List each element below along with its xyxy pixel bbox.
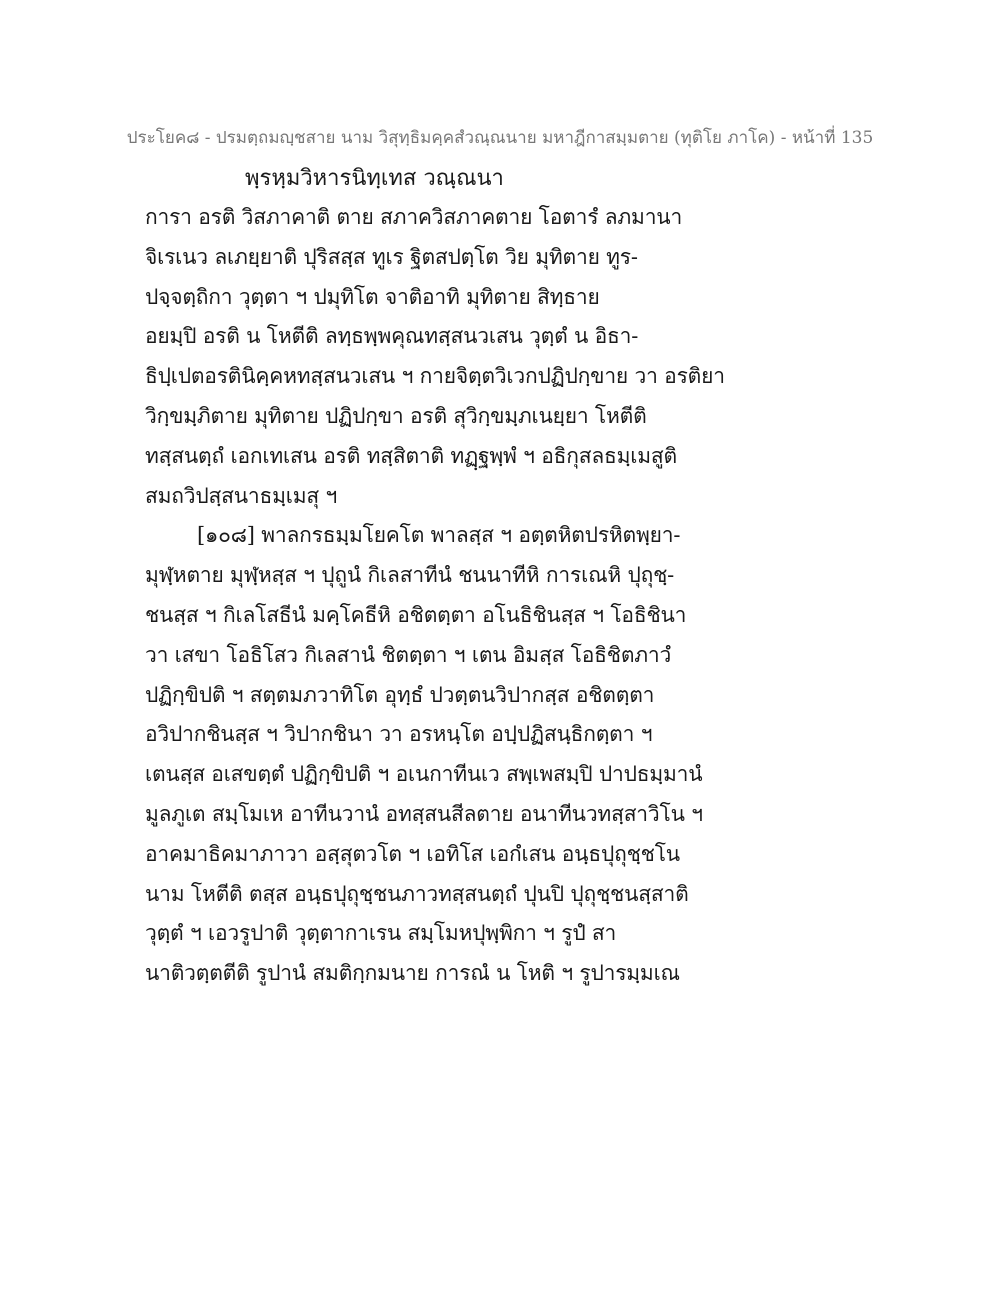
text-line: ธิปฺเปตอรตินิคฺคหทสฺสนวเสน ฯ กายจิตฺตวิเวกปฏิปกฺขาย วา อรติยา xyxy=(145,364,725,389)
text-line: ปจฺจตฺถิกา วุตฺตา ฯ ปมุทิโต จาติอาทิ มุทิตาย สิทฺธาย xyxy=(145,284,600,309)
paragraph-start-line: [๑๐๘] พาลกรธมฺมโยคโต พาลสฺส ฯ อตฺตหิตปรหิตพฺยา- xyxy=(197,523,681,548)
text-line: ปฏิกฺขิปติ ฯ สตฺตมภวาทิโต อุทฺธํ ปวตฺตนวิปากสฺส อชิตตฺตา xyxy=(145,682,655,707)
text-line: นาม โหตีติ ตสฺส อนฺธปุถุชฺชนภาวทสฺสนตฺถํ ปุนปิ ปุถุชฺชนสฺสาติ xyxy=(145,881,689,906)
text-line: ชนสฺส ฯ กิเลโสธีนํ มคฺโคธีหิ อชิตตฺตา อโนธิชินสฺส ฯ โอธิชินา xyxy=(145,602,687,627)
text-line: นาติวตฺตตีติ รูปานํ สมติกฺกมนาย การณํ น โหติ ฯ รูปารมฺมเณ xyxy=(145,961,680,986)
body-text xyxy=(145,198,725,994)
text-line: อวิปากชินสฺส ฯ วิปากชินา วา อรหนฺโต อปฺปฏิสนฺธิกตฺตา ฯ xyxy=(145,722,653,747)
text-line: เตนสฺส อเสขตฺตํ ปฏิกฺขิปติ ฯ อเนกาทีนเว สพฺเพสมฺปิ ปาปธมฺมานํ xyxy=(145,762,703,787)
text-line: มุฬฺหตาย มุฬฺหสฺส ฯ ปุถูนํ กิเลสาทีนํ ชนนาทีหิ การเณหิ ปุถุชฺ- xyxy=(145,563,675,588)
text-line: มูลภูเต สมฺโมเห อาทีนวานํ อทสฺสนสีลตาย อนาทีนวทสฺสาวิโน ฯ xyxy=(145,801,703,826)
text-line: จิเรเนว ลเภยฺยาติ ปุริสสฺส ทูเร ฐิตสปตฺโต วิย มุทิตาย ทูร- xyxy=(145,244,638,269)
text-line: ทสฺสนตฺถํ เอกเทเสน อรติ ทสฺสิตาติ ทฏฺฐพฺพํ ฯ อธิกุสลธมฺเมสูติ xyxy=(145,443,677,468)
text-line: การา อรติ วิสภาคาติ ตาย สภาควิสภาคตาย โอตารํ ลภมานา xyxy=(145,205,683,229)
section-title: พฺรหฺมวิหารนิทฺเทส วณฺณนา xyxy=(245,166,504,191)
text-line: วา เสขา โอธิโสว กิเลสานํ ชิตตฺตา ฯ เตน อิมสฺส โอธิชิตภาวํ xyxy=(145,642,672,667)
text-line: วิกฺขมฺภิตาย มุทิตาย ปฏิปกฺขา อรติ สุวิกฺขมฺภเนยฺยา โหตีติ xyxy=(145,403,647,428)
text-line: วุตฺตํ ฯ เอวรูปาติ วุตฺตากาเรน สมฺโมหปุพฺพิกา ฯ รูปํ สา xyxy=(145,921,617,946)
text-line: อยมฺปิ อรติ น โหตีติ ลทฺธพฺพคุณทสฺสนวเสน วุตฺตํ น อิธา- xyxy=(145,324,639,349)
text-line: สมถวิปสฺสนาธมฺเมสุ ฯ xyxy=(145,483,338,508)
running-head: ประโยค๘ - ปรมตฺถมญฺชสาย นาม วิสุทฺธิมคฺคสํวณฺณนาย มหาฎีกาสมฺมตาย (ทุติโย ภาโค) - หน้าที่ 135 xyxy=(126,128,874,148)
text-line: อาคมาธิคมาภาวา อสฺสุตวโต ฯ เอทิโส เอกํเสน อนฺธปุถุชฺชโน xyxy=(145,841,680,866)
